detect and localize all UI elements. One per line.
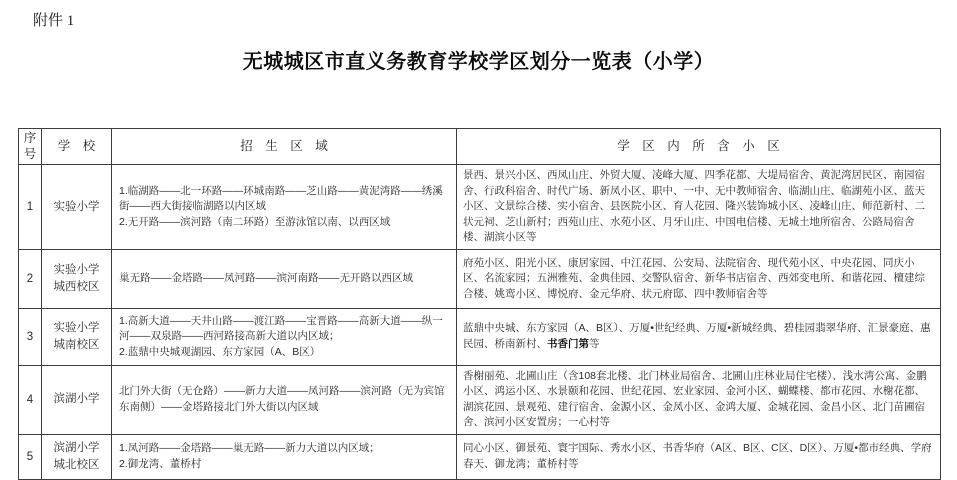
cell-enrollment-area	[112, 365, 457, 434]
header-communities: 学 区 内 所 含 小 区	[457, 129, 941, 165]
cell-communities	[457, 165, 941, 250]
cell-school	[42, 249, 112, 308]
area-line: 2.蓝鼎中央城观湖园、东方家园（A、B区）	[119, 345, 321, 358]
area-line: 北门外大街（无仓路）——新力大道——凤河路——滨河路（无为宾馆东南侧）——金塔路接北门外大街以内区域	[119, 385, 445, 413]
table-row	[19, 365, 941, 434]
attachment-label: 附件 1	[33, 13, 75, 29]
cell-index: 5	[19, 434, 42, 479]
cell-index: 3	[19, 308, 42, 365]
cell-school	[42, 434, 112, 479]
school-name-line: 实验小学	[53, 200, 100, 213]
communities-text: 府苑小区、阳光小区、康居家园、中江花园、公安局、法院宿舍、现代苑小区、中央花园、同庆小区、名流家园；五洲雅苑、金典佳园、交警队宿舍、新华书店宿舍、西郊变电所、和谐花园、檀建综合楼、姚鸾小区、博悦府、金元华府、状元府邸、四中教师宿舍等	[463, 256, 925, 300]
school-name-line: 城西校区	[53, 280, 100, 293]
header-index: 序号	[19, 129, 42, 165]
cell-communities	[457, 434, 941, 479]
area-line: 2.无开路——滨河路（南二环路）至游泳馆以南、以西区域	[119, 215, 391, 228]
cell-communities	[457, 249, 941, 308]
table-row	[19, 308, 941, 365]
area-line: 2.御龙湾、董桥村	[119, 457, 202, 470]
header-enrollment-area: 招 生 区 域	[112, 129, 457, 165]
cell-communities	[457, 365, 941, 434]
cell-index: 2	[19, 249, 42, 308]
cell-enrollment-area	[112, 308, 457, 365]
communities-text: 等	[589, 337, 600, 350]
school-name-line: 实验小学	[53, 263, 100, 276]
cell-school	[42, 308, 112, 365]
area-line: 1.临湖路——北一环路——环城南路——芝山路——黄泥湾路——绣溪街——西大街接临湖路以内区域	[119, 184, 443, 213]
table-row	[19, 165, 941, 250]
header-row	[19, 129, 941, 165]
cell-school	[42, 165, 112, 250]
cell-index: 4	[19, 365, 42, 434]
school-name-line: 滨湖小学	[53, 441, 100, 454]
school-name-line: 滨湖小学	[53, 393, 100, 406]
page-title: 无城城区市直义务教育学校学区划分一览表（小学）	[242, 51, 715, 73]
header-school: 学 校	[42, 129, 112, 165]
communities-bold-text: 书香门第	[547, 337, 589, 350]
cell-communities	[457, 308, 941, 365]
communities-text: 同心小区、御景苑、寰宇国际、秀水小区、书香华府（A区、B区、C区、D区）、万厦•都市经典、学府春天、御龙湾；董桥村等	[463, 442, 932, 470]
school-name-line: 实验小学	[53, 321, 100, 334]
area-line: 巢无路——金塔路——凤河路——滨河南路——无开路以西区域	[119, 272, 413, 284]
area-line: 1.凤河路——金塔路——巢无路——新力大道以内区域；	[119, 442, 380, 455]
cell-enrollment-area	[112, 165, 457, 250]
cell-enrollment-area	[112, 249, 457, 308]
district-table	[18, 128, 941, 480]
communities-text: 景西、景兴小区、西凤山庄、外贸大厦、凌峰大厦、四季花都、大堤局宿舍、黄泥湾居民区、南园宿舍、行政科宿舍、时代广场、新凤小区、职中、一中、无中教师宿舍、临湖山庄、临湖苑小区、蓝天小区、文景综合楼、实小宿舍、县医院小区、育人花园、隆兴装饰城小区、凌峰山庄、师范新村、二状元祠、芝山新村；西苑山庄、水苑小区、月牙山庄、中国电信楼、无城土地所宿舍、公路局宿舍楼、湖滨小区等	[463, 169, 925, 244]
cell-school	[42, 365, 112, 434]
communities-text: 蓝鼎中央城、东方家园（A、B区）、万厦•世纪经典、万厦•新城经典、碧桂园翡翠华府、汇景豪庭、惠民园、桥南新村、	[463, 322, 931, 350]
table-row	[19, 249, 941, 308]
area-line: 1.高新大道——天井山路——渡江路——宝晋路——高新大道——纵一河——双泉路——西河路接高新大道以内区域；	[119, 314, 443, 342]
communities-text: 香榭丽苑、北圃山庄（含108套北楼、北门林业局宿舍、北圃山庄林业局住宅楼）、浅水湾公寓、金鹏小区、鸿运小区、水景颐和花园、世纪花园、宏业家园、金河小区、蝴蝶楼、都市花园、水榭花都、湖滨花园、景观苑、建行宿舍、金源小区、金凤小区、金鸿大厦、金城花园、金昌小区、北门苗圃宿舍、滨河小区安置房；一心村等	[463, 369, 927, 429]
table-row	[19, 434, 941, 479]
cell-index: 1	[19, 165, 42, 250]
school-name-line: 城北校区	[53, 458, 100, 471]
school-name-line: 城南校区	[53, 338, 100, 351]
cell-enrollment-area	[112, 434, 457, 479]
